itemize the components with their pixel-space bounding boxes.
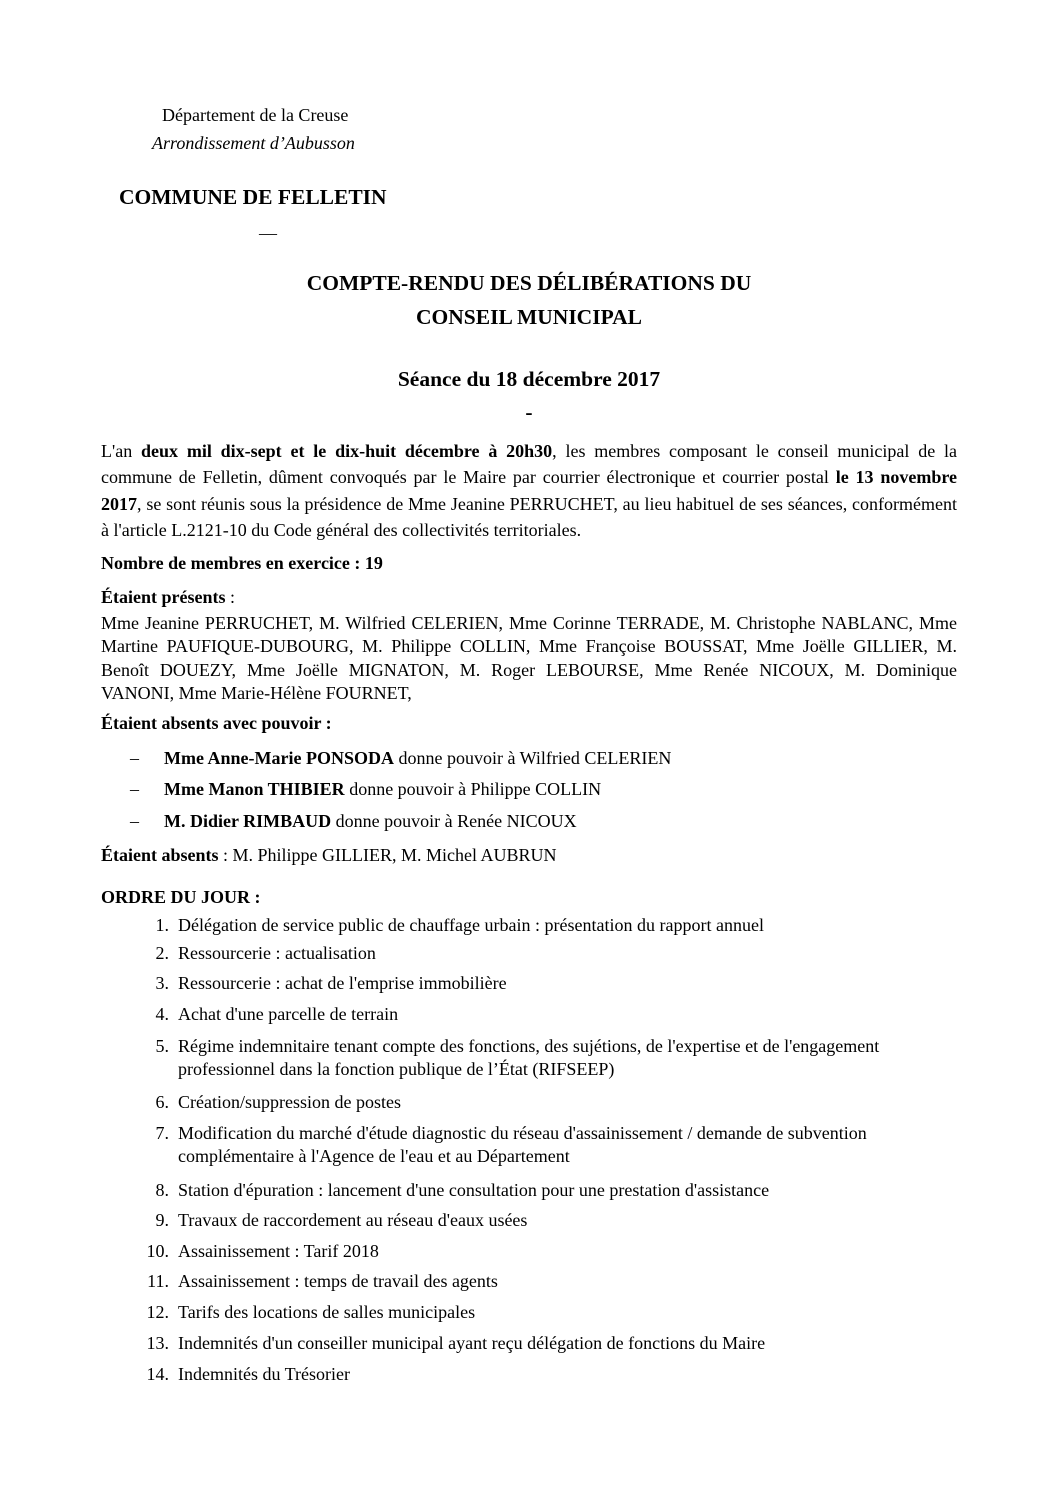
- absent-list: : M. Philippe GILLIER, M. Michel AUBRUN: [218, 845, 557, 865]
- agenda-text: Assainissement : temps de travail des agents: [178, 1271, 498, 1291]
- agenda-text: Station d'épuration : lancement d'une consultation pour une prestation d'assistance: [178, 1180, 770, 1200]
- agenda-number: 10.: [146, 1241, 169, 1261]
- present-label: Étaient présents: [101, 587, 226, 607]
- department-name: Département de la Creuse: [162, 105, 349, 125]
- document-title-line2: CONSEIL MUNICIPAL: [416, 305, 642, 329]
- intro-paragraph: [101, 438, 957, 543]
- agenda-heading: ORDRE DU JOUR :: [101, 887, 261, 907]
- intro-text-2: , les membres composant le conseil municipal de la commune de Felletin, dûment convoqués par le Maire par courrier électronique et courrier postal: [101, 441, 958, 488]
- proxy-item: [130, 810, 577, 832]
- session-separator: -: [525, 400, 533, 424]
- session-date: Séance du 18 décembre 2017: [397, 367, 661, 391]
- agenda-text: Ressourcerie : achat de l'emprise immobilière: [178, 973, 507, 993]
- agenda-text: Création/suppression de postes: [178, 1092, 401, 1112]
- present-members-list: Mme Jeanine PERRUCHET, M. Wilfried CELERIEN, Mme Corinne TERRADE, M. Christophe NABLANC, Mme Martine PAUFIQUE-DUBOURG, M. Philippe COLLIN, Mme Françoise BOUSSAT, Mme Joëlle GILLIER, M. Benoît DOUEZY, Mme Joëlle MIGNATON, M. Roger LEBOURSE, Mme Renée NICOUX, M. Dominique VANONI, Mme Marie-Hélène FOURNET,: [101, 613, 957, 703]
- agenda-text: Indemnités du Trésorier: [178, 1364, 350, 1384]
- agenda-text: Délégation de service public de chauffage urbain : présentation du rapport annuel: [178, 915, 764, 935]
- agenda-text: Régime indemnitaire tenant compte des fonctions, des sujétions, de l'expertise et de l'engagement professionnel dans la fonction publique de l’État (RIFSEEP): [178, 1036, 880, 1079]
- intro-text-1: L'an: [101, 441, 142, 461]
- agenda-number: 1.: [155, 915, 169, 935]
- agenda-number: 6.: [155, 1092, 169, 1112]
- agenda-text: Modification du marché d'étude diagnostic du réseau d'assainissement / demande de subvention complémentaire à l'Agence de l'eau et au Département: [178, 1123, 867, 1166]
- proxy-item: [130, 747, 671, 769]
- agenda-number: 5.: [155, 1036, 169, 1056]
- agenda-number: 9.: [155, 1210, 169, 1230]
- intro-text-3: , se sont réunis sous la présidence de Mme Jeanine PERRUCHET, au lieu habituel de ses séances, conformément à l'article L.2121-10 du Code général des collectivités territoriales.: [101, 493, 957, 540]
- intro-date-bold: deux mil dix-sept et le dix-huit décembre à 20h30: [141, 441, 553, 461]
- absent-label: Étaient absents: [101, 845, 219, 865]
- intro-convocation-date: le 13 novembre 2017: [101, 467, 957, 514]
- absent-members: [101, 844, 957, 866]
- arrondissement-name: Arrondissement d’Aubusson: [152, 133, 355, 153]
- agenda-number: 2.: [155, 943, 169, 963]
- agenda-number: 3.: [155, 973, 169, 993]
- proxy-dash: –: [130, 748, 139, 768]
- proxy-dash: –: [130, 779, 139, 799]
- proxy-name: Mme Manon THIBIER: [164, 779, 345, 799]
- proxy-text: donne pouvoir à Renée NICOUX: [331, 811, 577, 831]
- agenda-text: Travaux de raccordement au réseau d'eaux usées: [178, 1210, 528, 1230]
- proxy-text: donne pouvoir à Philippe COLLIN: [344, 779, 602, 799]
- agenda-number: 12.: [146, 1302, 169, 1322]
- agenda-number: 11.: [147, 1271, 169, 1291]
- proxy-name: Mme Anne-Marie PONSODA: [164, 748, 394, 768]
- agenda-text: Achat d'une parcelle de terrain: [178, 1004, 399, 1024]
- proxy-dash: –: [130, 811, 139, 831]
- agenda-number: 4.: [155, 1004, 169, 1024]
- proxy-name: M. Didier RIMBAUD: [164, 811, 332, 831]
- proxy-item: [130, 778, 601, 800]
- agenda-number: 13.: [146, 1333, 169, 1353]
- header-separator: —: [259, 223, 277, 243]
- agenda-text: Ressourcerie : actualisation: [178, 943, 376, 963]
- proxy-text: donne pouvoir à Wilfried CELERIEN: [393, 748, 672, 768]
- agenda-text: Indemnités d'un conseiller municipal ayant reçu délégation de fonctions du Maire: [178, 1333, 766, 1353]
- members-count: Nombre de membres en exercice : 19: [101, 553, 383, 573]
- agenda-number: 14.: [146, 1364, 169, 1384]
- agenda-text: Tarifs des locations de salles municipales: [178, 1302, 476, 1322]
- agenda-number: 8.: [155, 1180, 169, 1200]
- proxy-heading: Étaient absents avec pouvoir :: [101, 713, 332, 733]
- agenda-number: 7.: [155, 1123, 169, 1143]
- agenda-text: Assainissement : Tarif 2018: [178, 1241, 379, 1261]
- present-suffix: :: [225, 587, 236, 607]
- present-heading: [101, 586, 957, 608]
- commune-title: COMMUNE DE FELLETIN: [119, 185, 387, 209]
- document-title-line1: COMPTE-RENDU DES DÉLIBÉRATIONS DU: [306, 271, 752, 295]
